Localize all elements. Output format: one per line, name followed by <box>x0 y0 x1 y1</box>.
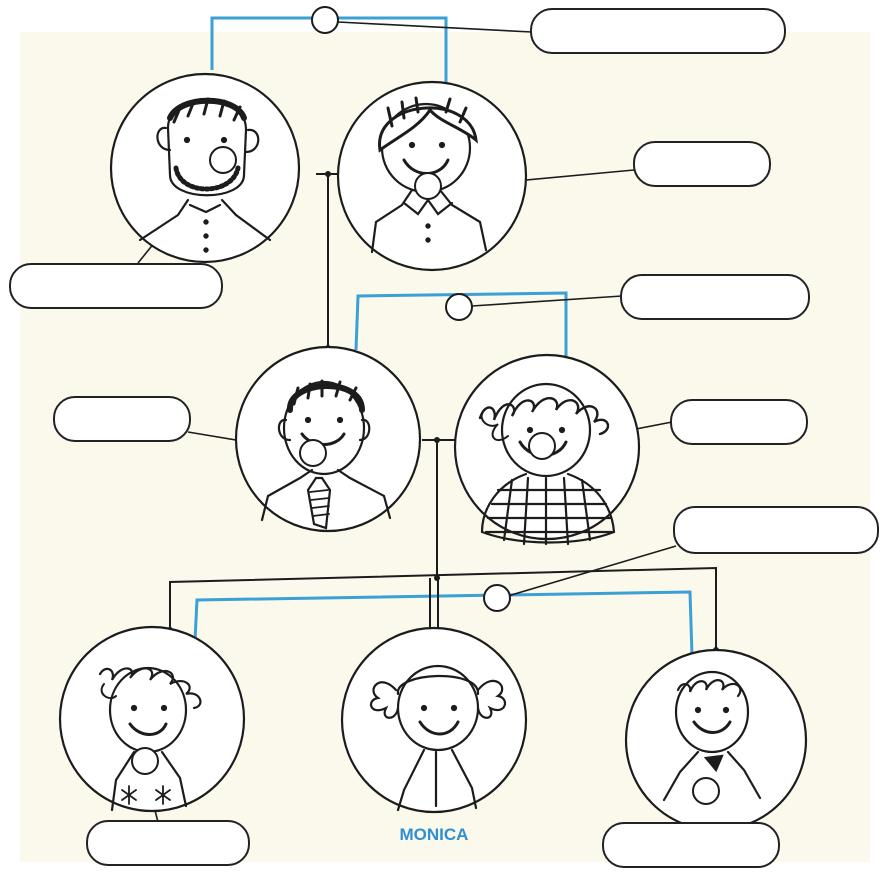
mother-name-box[interactable] <box>670 399 808 445</box>
siblings-relation-circle[interactable] <box>484 585 510 611</box>
grandfather-name-box[interactable] <box>9 263 223 309</box>
monica-label: MONICA <box>399 825 469 844</box>
girl-portrait <box>342 628 526 812</box>
grandmother-name-box[interactable] <box>633 141 771 187</box>
father-name-box[interactable] <box>53 396 191 442</box>
siblings-relation-box[interactable] <box>673 506 879 554</box>
grandfather-mouth-circle[interactable] <box>210 147 236 173</box>
brother-name-box[interactable] <box>602 822 780 868</box>
parents-relation-circle[interactable] <box>446 294 472 320</box>
grandparents-relation-circle[interactable] <box>312 7 338 33</box>
pointer-grandparents <box>338 22 532 32</box>
mother-mouth-circle[interactable] <box>529 433 555 459</box>
parents-relation-box[interactable] <box>620 274 810 320</box>
bearded-man-portrait <box>111 74 299 262</box>
boy-curly-hair-portrait <box>626 650 806 830</box>
man-with-tie-portrait <box>236 347 420 531</box>
father-mouth-circle[interactable] <box>300 440 326 466</box>
sister-mouth-circle[interactable] <box>132 748 158 774</box>
girl-pigtails-portrait <box>60 627 244 811</box>
grandmother-mouth-circle[interactable] <box>415 173 441 199</box>
brother-mouth-circle[interactable] <box>693 778 719 804</box>
grandparents-relation-box[interactable] <box>530 8 786 54</box>
sister-name-box[interactable] <box>86 820 250 866</box>
